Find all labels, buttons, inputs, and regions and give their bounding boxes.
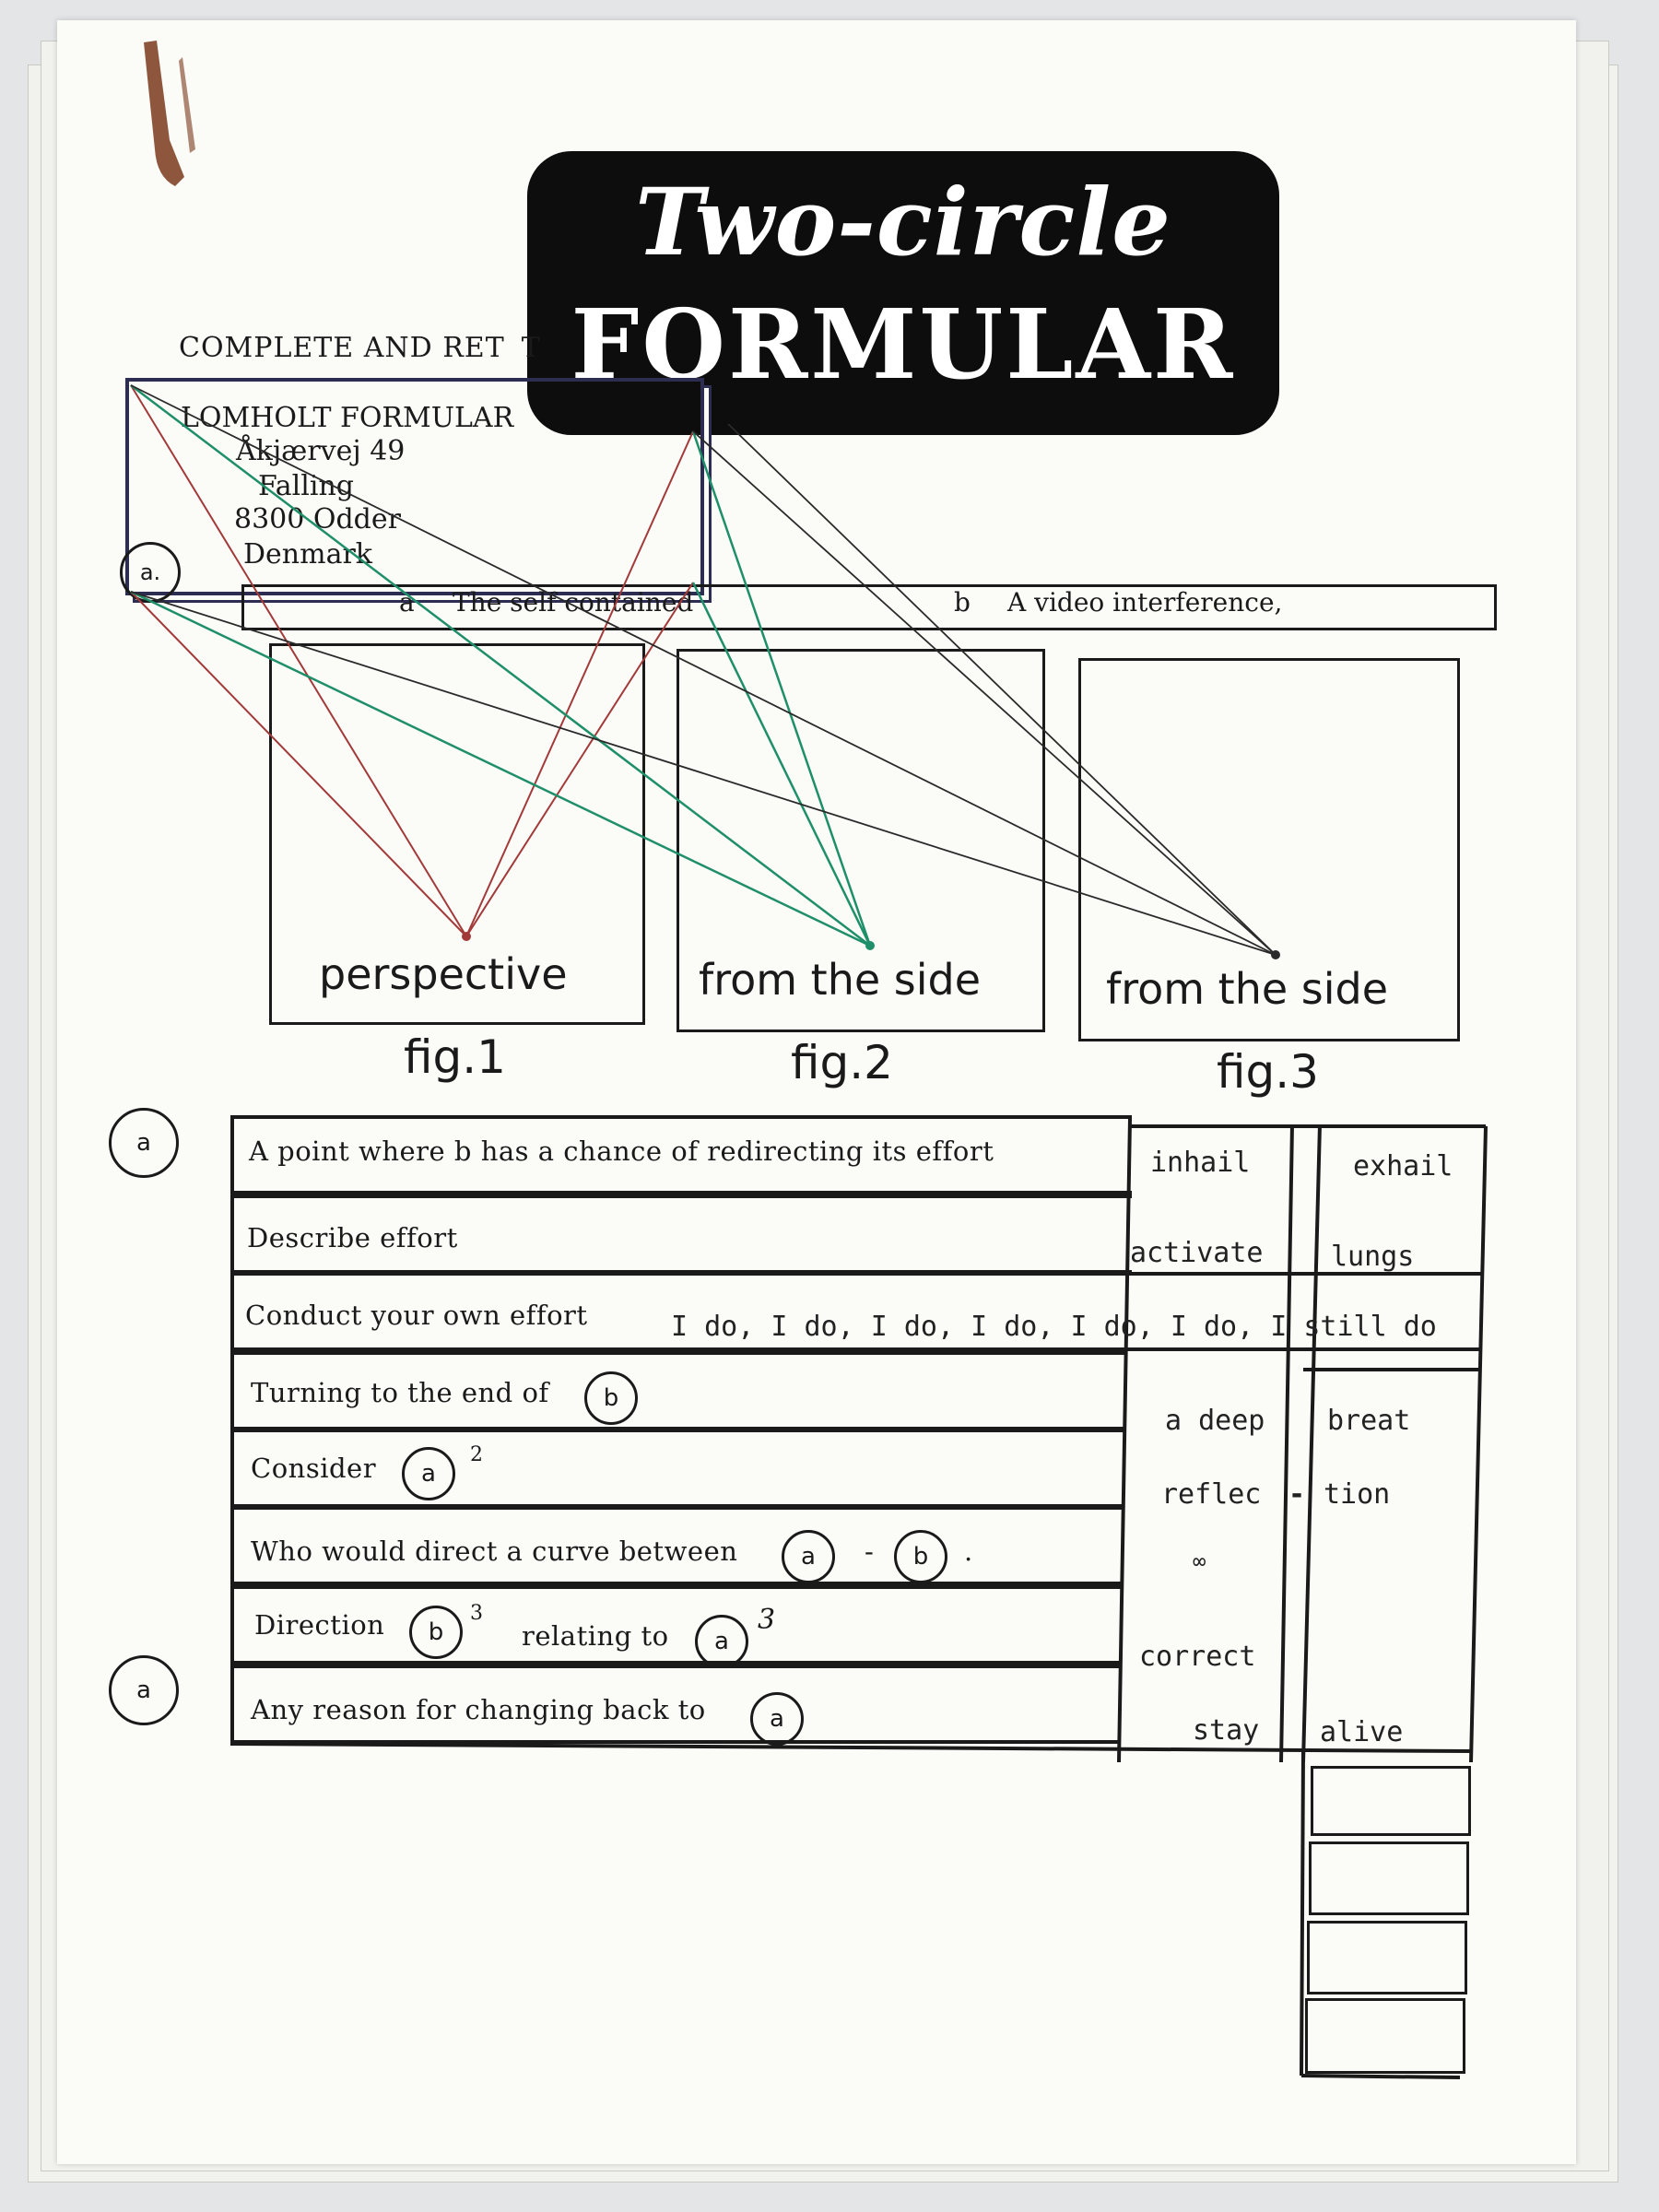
row-4-col2: breat xyxy=(1327,1405,1411,1437)
strip-letter-a: a xyxy=(399,587,415,618)
figure-3-label: from the side xyxy=(1106,964,1389,1014)
row-6-marker-a: a xyxy=(782,1530,835,1583)
row-6-marker-b: b xyxy=(894,1530,947,1583)
marker-a-top: a. xyxy=(120,542,181,603)
row-6-dash: - xyxy=(865,1535,875,1567)
row-8-col1: stay xyxy=(1193,1714,1260,1747)
figure-2-caption: fig.2 xyxy=(791,1036,893,1089)
strip-left-text: The self contained xyxy=(453,587,694,618)
title-line-1: Two-circle xyxy=(635,168,1171,276)
row-7-handwritten-superscript: 3 xyxy=(758,1604,776,1636)
row-3-label: Conduct your own effort xyxy=(245,1300,588,1331)
row-1-col1: inhail xyxy=(1150,1147,1251,1179)
row-7-label: Direction xyxy=(254,1609,385,1641)
row-4-label: Turning to the end of xyxy=(251,1377,549,1408)
row-5-dash: - xyxy=(1288,1478,1306,1511)
row-5-label: Consider xyxy=(251,1453,377,1484)
row-7-marker-a: a xyxy=(695,1615,748,1668)
row-8-label: Any reason for changing back to xyxy=(251,1694,706,1725)
figure-1-label: perspective xyxy=(319,949,568,999)
address-postcode: 8300 Odder xyxy=(234,503,401,535)
row-6-end-dot: . xyxy=(964,1535,973,1567)
row-7-marker-b: b xyxy=(409,1606,463,1659)
figure-3-caption: fig.3 xyxy=(1217,1045,1319,1099)
row-5-col1: reflec xyxy=(1161,1478,1262,1511)
row-2-col2: lungs xyxy=(1331,1241,1415,1273)
row-5-superscript: 2 xyxy=(470,1443,484,1466)
row-1-col2: exhail xyxy=(1353,1150,1453,1182)
strip-right-text: A video interference, xyxy=(1007,587,1283,618)
row-2-col1: activate xyxy=(1130,1237,1264,1269)
complete-and-return-heading: COMPLETE AND RET T xyxy=(179,332,541,364)
row-7-label-mid: relating to xyxy=(522,1620,669,1652)
row-5-marker-a: a xyxy=(402,1447,455,1500)
address-town: Falling xyxy=(258,470,354,502)
row-5-col2: tion xyxy=(1324,1478,1391,1511)
marker-a-form-top: a xyxy=(109,1108,179,1178)
strip-letter-b: b xyxy=(954,587,971,618)
marker-a-form-bottom: a xyxy=(109,1655,179,1725)
row-4-col1: a deep xyxy=(1165,1405,1265,1437)
row-2-label: Describe effort xyxy=(247,1222,458,1253)
address-name: LOMHOLT FORMULAR xyxy=(181,402,514,434)
row-1-label: A point where b has a chance of redirecting its effort xyxy=(249,1135,994,1167)
row-8-marker-a: a xyxy=(750,1692,804,1746)
address-street: Åkjærvej 49 xyxy=(236,435,406,467)
row-6-col1: ∞ xyxy=(1193,1548,1206,1574)
title-line-2: FORMULAR xyxy=(571,288,1236,401)
row-3-fill: I do, I do, I do, I do, I do, I do, I still do xyxy=(671,1311,1437,1343)
row-4-marker-b: b xyxy=(584,1371,638,1425)
row-8-col2: alive xyxy=(1320,1716,1404,1748)
figure-2-label: from the side xyxy=(699,955,982,1005)
row-7-col1: correct xyxy=(1139,1641,1256,1673)
figure-1-caption: fig.1 xyxy=(404,1030,506,1084)
address-country: Denmark xyxy=(243,538,372,571)
row-6-label: Who would direct a curve between xyxy=(251,1535,738,1567)
row-7-superscript: 3 xyxy=(470,1602,484,1625)
